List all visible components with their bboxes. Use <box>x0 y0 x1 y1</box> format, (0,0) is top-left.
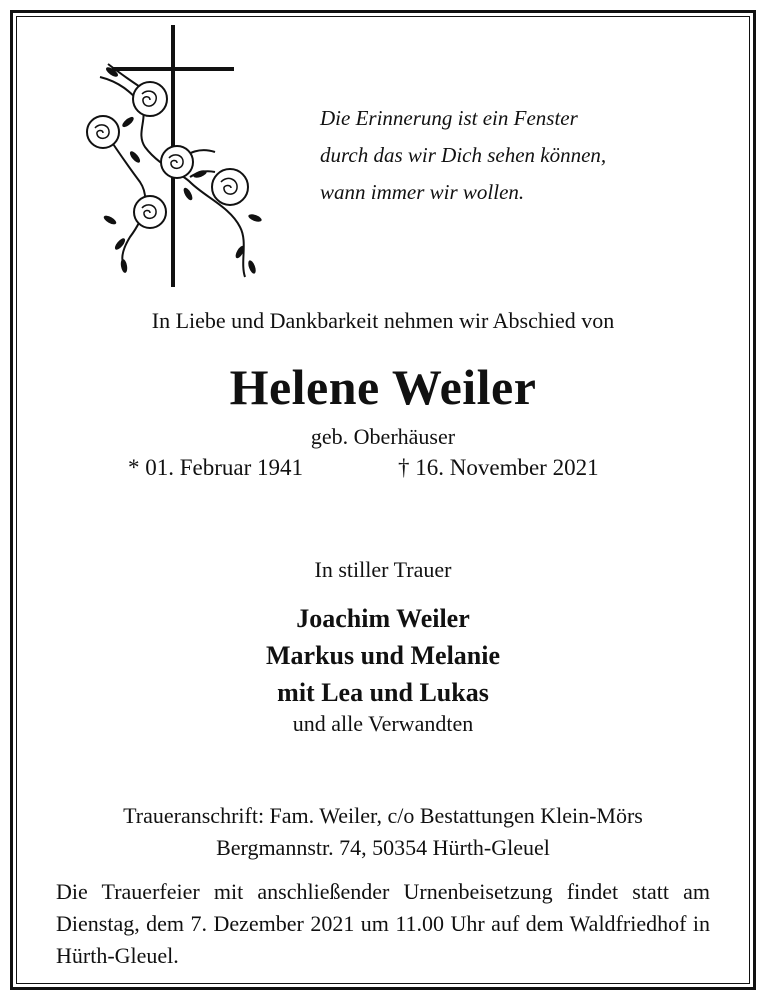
quote-line: durch das wir Dich sehen können, <box>320 143 607 167</box>
birth-date: * 01. Februar 1941 <box>128 455 304 480</box>
address-line: Traueranschrift: Fam. Weiler, c/o Bestattungen Klein-Mörs <box>123 803 643 828</box>
death-date: † 16. November 2021 <box>398 455 599 480</box>
mourner-name: Joachim Weiler <box>296 604 470 633</box>
farewell-intro: In Liebe und Dankbarkeit nehmen wir Abschied von <box>151 308 615 333</box>
maiden-name: geb. Oberhäuser <box>310 424 456 449</box>
relatives-line: und alle Verwandten <box>292 711 474 736</box>
mourner-name: Markus und Melanie <box>265 641 501 670</box>
mourning-address <box>0 800 766 864</box>
mourner-name: mit Lea und Lukas <box>277 678 489 707</box>
quote-line: wann immer wir wollen. <box>320 180 525 204</box>
mourners-list <box>0 600 766 711</box>
address-line: Bergmannstr. 74, 50354 Hürth-Gleuel <box>216 835 550 860</box>
funeral-ceremony-notice: Die Trauerfeier mit anschließender Urnenbeisetzung findet statt am Dienstag, dem 7. Dezember 2021 um 11.00 Uhr auf dem Waldfriedhof in Hürth-Gleuel. <box>56 879 710 968</box>
cross-with-roses-illustration <box>80 22 270 290</box>
quote-line: Die Erinnerung ist ein Fenster <box>320 106 578 130</box>
mourning-label: In stiller Trauer <box>314 557 452 582</box>
deceased-name: Helene Weiler <box>229 359 537 415</box>
memorial-quote <box>320 100 606 211</box>
